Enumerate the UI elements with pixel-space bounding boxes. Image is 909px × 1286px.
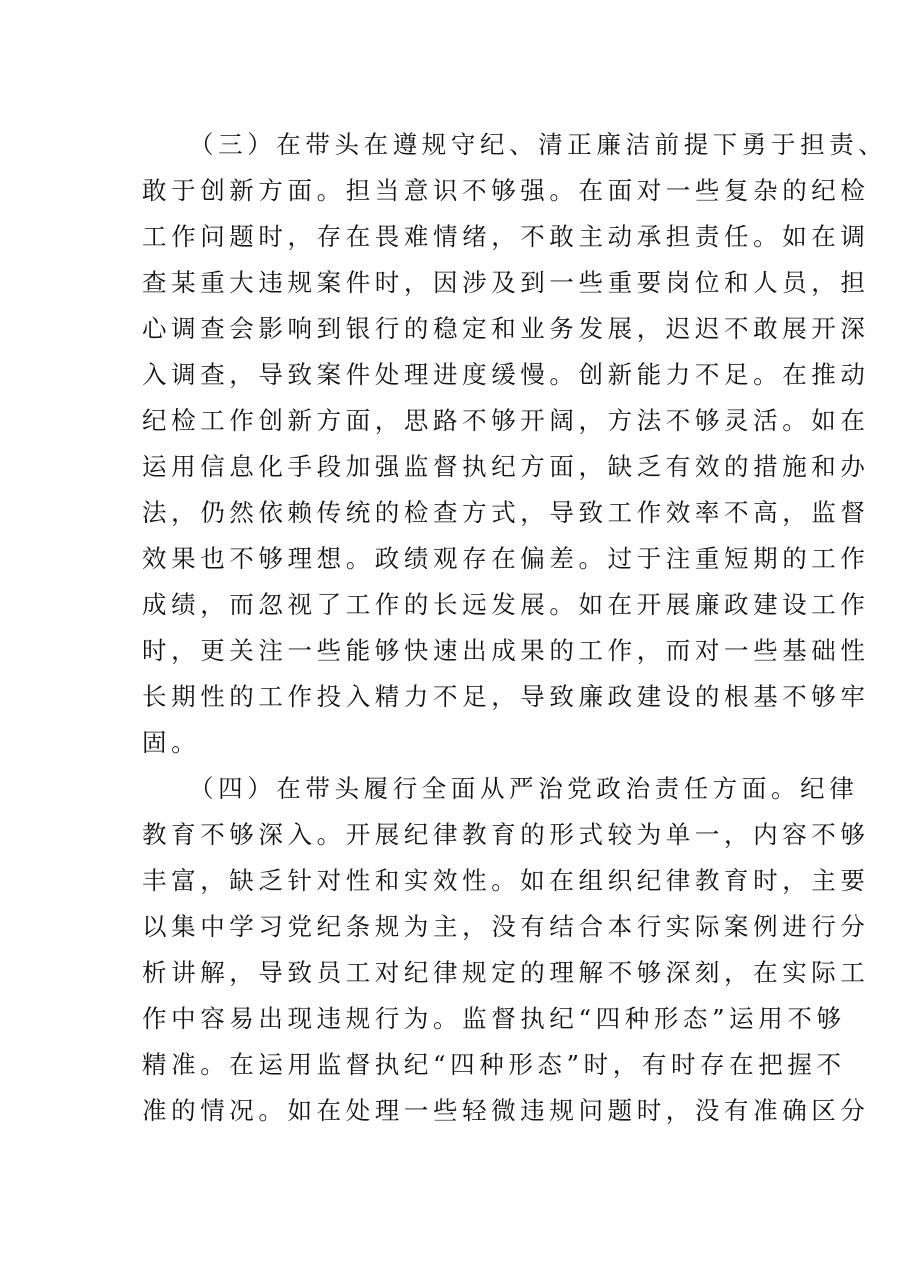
text-line: 固。 <box>142 728 201 757</box>
text-line: 心调查会影响到银行的稳定和业务发展，迟迟不敢展开深 <box>142 314 870 343</box>
text-line: （三）在带头在遵规守纪、清正廉洁前提下勇于担责、 <box>189 130 888 159</box>
text-line: 纪检工作创新方面，思路不够开阔，方法不够灵活。如在 <box>142 406 870 435</box>
text-line: 工作问题时，存在畏难情绪，不敢主动承担责任。如在调 <box>142 222 870 251</box>
text-line: 成绩，而忽视了工作的长远发展。如在开展廉政建设工作 <box>142 590 870 619</box>
text-line: （四）在带头履行全面从严治党政治责任方面。纪律 <box>189 774 859 803</box>
text-line: 查某重大违规案件时，因涉及到一些重要岗位和人员，担 <box>142 268 870 297</box>
text-line: 入调查，导致案件处理进度缓慢。创新能力不足。在推动 <box>142 360 870 389</box>
text-line: 法，仍然依赖传统的检查方式，导致工作效率不高，监督 <box>142 498 870 527</box>
text-line: 敢于创新方面。担当意识不够强。在面对一些复杂的纪检 <box>142 176 870 205</box>
text-line: 丰富，缺乏针对性和实效性。如在组织纪律教育时，主要 <box>142 866 870 895</box>
text-line: 教育不够深入。开展纪律教育的形式较为单一，内容不够 <box>142 820 870 849</box>
text-line: 析讲解，导致员工对纪律规定的理解不够深刻，在实际工 <box>142 958 870 987</box>
text-line: 效果也不够理想。政绩观存在偏差。过于注重短期的工作 <box>142 544 870 573</box>
text-line: 时，更关注一些能够快速出成果的工作，而对一些基础性 <box>142 636 870 665</box>
text-line: 准的情况。如在处理一些轻微违规问题时，没有准确区分 <box>142 1096 870 1125</box>
text-line: 长期性的工作投入精力不足，导致廉政建设的根基不够牢 <box>142 682 870 711</box>
text-line: 精准。在运用监督执纪“四种形态”时，有时存在把握不 <box>142 1050 846 1079</box>
text-line: 运用信息化手段加强监督执纪方面，缺乏有效的措施和办 <box>142 452 870 481</box>
text-line: 作中容易出现违规行为。监督执纪“四种形态”运用不够 <box>142 1004 846 1033</box>
text-line: 以集中学习党纪条规为主，没有结合本行实际案例进行分 <box>142 912 870 941</box>
